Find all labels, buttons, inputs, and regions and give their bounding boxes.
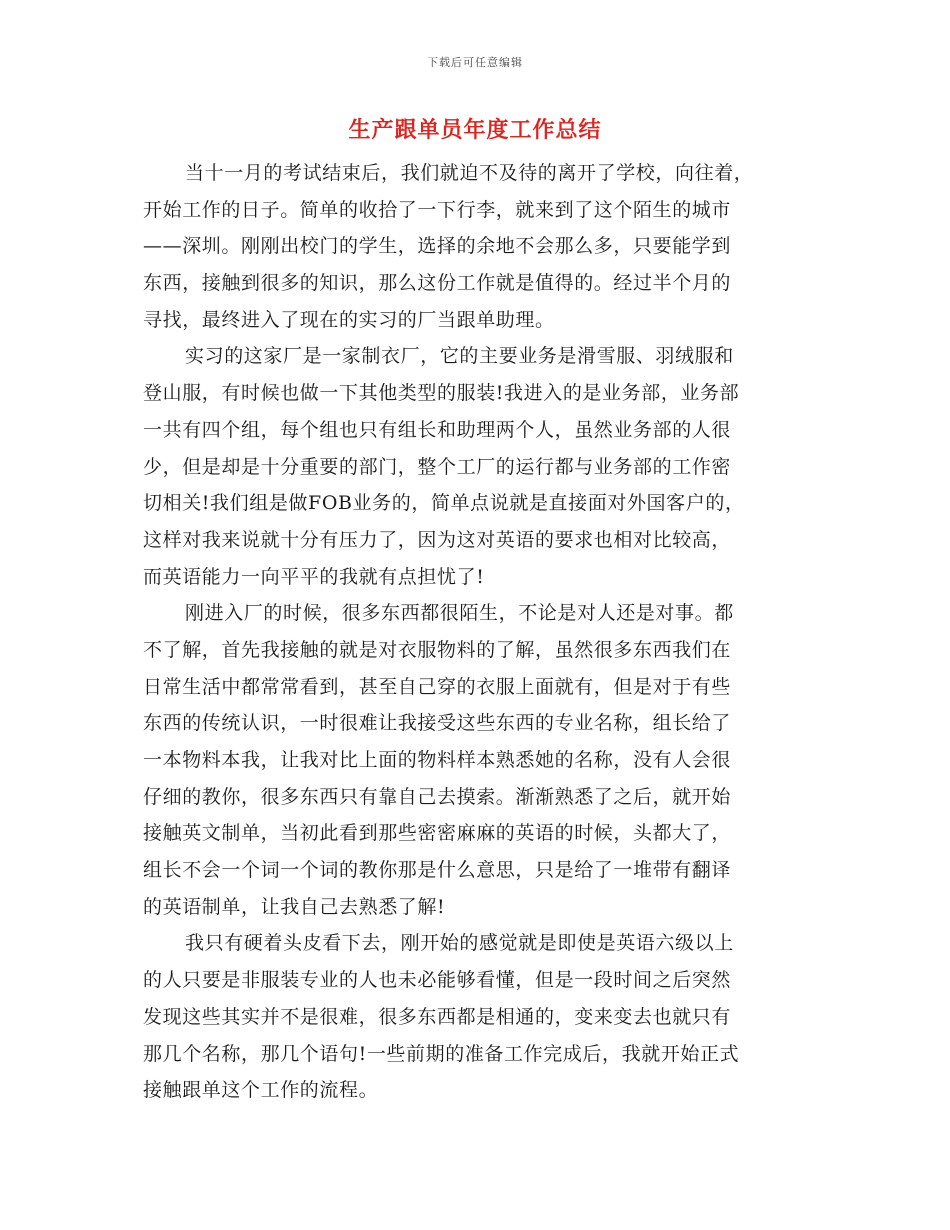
paragraph-line: 那几个名称，那几个语句!一些前期的准备工作完成后，我就开始正式 [143,1042,740,1065]
paragraph-line: 我只有硬着头皮看下去，刚开始的感觉就是即使是英语六级以上 [185,932,734,955]
paragraph-4 [143,925,808,1108]
paragraph-line: 的人只要是非服装专业的人也未必能够看懂，但是一段时间之后突然 [143,969,732,992]
paragraph-1 [143,155,808,338]
paragraph-line: 实习的这家厂是一家制衣厂，它的主要业务是滑雪服、羽绒服和 [185,345,734,368]
paragraph-line: 发现这些其实并不是很难，很多东西都是相通的，变来变去也就只有 [143,1005,732,1028]
paragraph-line: 日常生活中都常常看到，甚至自己穿的衣服上面就有，但是对于有些 [143,675,732,698]
paragraph-2 [143,338,808,595]
paragraph-line: 开始工作的日子。简单的收拾了一下行李，就来到了这个陌生的城市 [143,198,732,221]
paragraph-line: 仔细的教你，很多东西只有靠自己去摸索。渐渐熟悉了之后，就开始 [143,785,732,808]
paragraph-line: ——深圳。刚刚出校门的学生，选择的余地不会那么多，只要能学到 [143,235,732,258]
paragraph-line: 当十一月的考试结束后，我们就迫不及待的离开了学校，向往着， [185,162,754,184]
paragraph-line: 东西的传统认识，一时很难让我接受这些东西的专业名称，组长给了 [143,712,732,735]
paragraph-line: 登山服，有时候也做一下其他类型的服装!我进入的是业务部，业务部 [143,382,740,405]
paragraph-line: 接触英文制单，当初此看到那些密密麻麻的英语的时候，头都大了， [143,822,732,845]
document-title: 生产跟单员年度工作总结 [348,117,602,143]
paragraph-line: 而英语能力一向平平的我就有点担忧了! [143,565,485,588]
paragraph-3 [143,595,808,925]
paragraph-line: 切相关!我们组是做FOB业务的，简单点说就是直接面对外国客户的， [143,492,745,515]
paragraph-line: 组长不会一个词一个词的教你那是什么意思，只是给了一堆带有翻译 [143,859,732,882]
paragraph-line: 东西，接触到很多的知识，那么这份工作就是值得的。经过半个月的 [143,272,732,295]
document-body [143,155,808,1109]
header-note: 下载后可任意编辑 [427,56,523,69]
paragraph-line: 不了解，首先我接触的就是对衣服物料的了解，虽然很多东西我们在 [143,638,732,661]
paragraph-line: 这样对我来说就十分有压力了，因为这对英语的要求也相对比较高， [143,528,732,551]
paragraph-line: 刚进入厂的时候，很多东西都很陌生，不论是对人还是对事。都 [185,602,734,625]
paragraph-line: 一共有四个组，每个组也只有组长和助理两个人，虽然业务部的人很 [143,418,732,441]
paragraph-line: 一本物料本我，让我对比上面的物料样本熟悉她的名称，没有人会很 [143,749,732,771]
paragraph-line: 寻找，最终进入了现在的实习的厂当跟单助理。 [143,308,555,331]
paragraph-line: 少，但是却是十分重要的部门，整个工厂的运行都与业务部的工作密 [143,455,732,478]
paragraph-line: 的英语制单，让我自己去熟悉了解! [143,895,446,918]
paragraph-line: 接触跟单这个工作的流程。 [143,1079,379,1102]
